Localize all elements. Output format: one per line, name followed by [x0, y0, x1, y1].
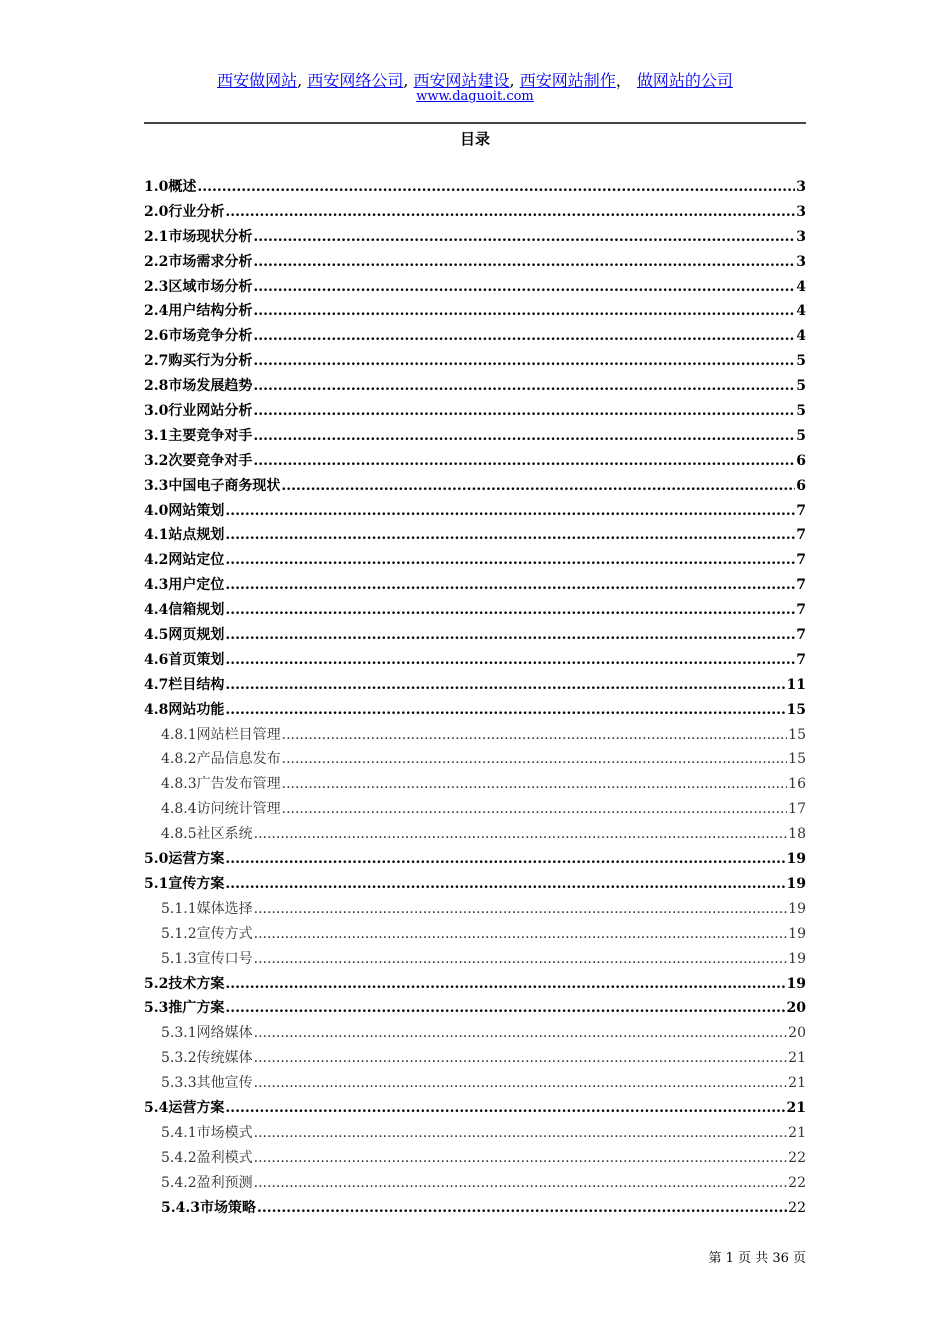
toc-entry-label: 2.0行业分析 [144, 203, 225, 220]
toc-entry-label: 2.6市场竞争分析 [144, 328, 253, 345]
toc-entry-label: 5.4.3市场策略 [161, 1199, 256, 1216]
toc-entry-label: 1.0概述 [144, 179, 197, 195]
toc-entry-label: 5.3.3其他宣传 [161, 1075, 253, 1092]
toc-leader-dots [253, 403, 795, 419]
toc-leader-dots [254, 901, 788, 917]
toc-page-number: 3 [796, 253, 806, 270]
header-link[interactable]: 西安网站建设 [413, 71, 510, 90]
toc-entry-label: 2.4用户结构分析 [144, 303, 253, 320]
toc-entry[interactable] [144, 848, 806, 873]
toc-page-number: 18 [788, 826, 806, 843]
toc-entry[interactable] [144, 923, 806, 948]
toc-entry-label: 5.1.2宣传方式 [161, 925, 253, 942]
toc-page-number: 7 [796, 552, 806, 569]
toc-entry[interactable] [144, 1197, 806, 1222]
toc-entry-label: 2.7购买行为分析 [144, 353, 253, 370]
toc-leader-dots [225, 876, 785, 892]
toc-page-number: 19 [786, 851, 806, 868]
toc-leader-dots [225, 976, 785, 992]
toc-leader-dots [254, 1075, 788, 1091]
toc-entry-label: 4.8.2产品信息发布 [161, 751, 281, 768]
toc-entry-label: 4.4信箱规划 [144, 602, 225, 619]
toc-entry-label: 5.4.2盈利模式 [161, 1149, 253, 1166]
toc-entry-label: 4.2网站定位 [144, 552, 225, 569]
toc-entry-label: 3.2次要竞争对手 [144, 452, 253, 469]
toc-page-number: 19 [788, 900, 806, 917]
toc-page-number: 20 [788, 1025, 806, 1042]
toc-leader-dots [225, 851, 785, 867]
toc-entry[interactable] [144, 450, 806, 475]
toc-page-number: 19 [788, 950, 806, 967]
toc-entry[interactable] [144, 226, 806, 251]
toc-entry[interactable] [144, 475, 806, 500]
separator: ， [615, 71, 632, 90]
toc-leader-dots [253, 378, 795, 394]
toc-entry[interactable] [144, 649, 806, 674]
toc-entry-label: 4.1站点规划 [144, 527, 225, 544]
toc-page-number: 3 [796, 203, 806, 220]
toc-page-number: 22 [788, 1149, 806, 1166]
separator: , [297, 71, 303, 90]
toc-entry[interactable] [144, 748, 806, 773]
toc-page-number: 5 [796, 353, 806, 370]
toc-leader-dots [253, 229, 795, 245]
toc-leader-dots [281, 478, 795, 494]
toc-entry-label: 5.0运营方案 [144, 851, 225, 868]
toc-entry-label: 5.2技术方案 [144, 975, 225, 992]
toc-page-number: 6 [796, 477, 806, 494]
toc-entry[interactable] [144, 1172, 806, 1197]
toc-page-number: 7 [796, 502, 806, 519]
toc-leader-dots [225, 627, 795, 643]
toc-entry-label: 3.0行业网站分析 [144, 403, 253, 420]
toc-entry[interactable] [144, 1147, 806, 1172]
toc-entry[interactable] [144, 1047, 806, 1072]
toc-leader-dots [254, 1125, 788, 1141]
toc-entry[interactable] [144, 350, 806, 375]
toc-page-number: 16 [788, 776, 806, 793]
toc-page-number: 19 [786, 975, 806, 992]
toc-leader-dots [282, 801, 788, 817]
toc-entry[interactable] [144, 251, 806, 276]
toc-entry[interactable] [144, 997, 806, 1022]
toc-entry[interactable] [144, 1022, 806, 1047]
toc-page-number: 3 [796, 179, 806, 195]
toc-page-number: 21 [786, 1099, 806, 1116]
toc-leader-dots [225, 1000, 785, 1016]
header-link[interactable]: 做网站的公司 [636, 71, 733, 90]
toc-leader-dots [225, 503, 795, 519]
toc-leader-dots [225, 1100, 785, 1116]
toc-page-number: 4 [796, 328, 806, 345]
toc-leader-dots [254, 1175, 788, 1191]
toc-leader-dots [253, 453, 795, 469]
toc-leader-dots [254, 951, 788, 967]
toc-entry[interactable] [144, 500, 806, 525]
toc-entry-label: 5.1.3宣传口号 [161, 950, 253, 967]
toc-entry[interactable] [144, 375, 806, 400]
toc-entry[interactable] [144, 724, 806, 749]
toc-entry[interactable] [144, 400, 806, 425]
toc-entry[interactable] [144, 898, 806, 923]
toc-entry[interactable] [144, 1072, 806, 1097]
toc-entry-label: 5.3.2传统媒体 [161, 1050, 253, 1067]
toc-leader-dots [253, 353, 795, 369]
toc-leader-dots [253, 303, 795, 319]
toc-leader-dots [225, 602, 795, 618]
toc-leader-dots [254, 1025, 788, 1041]
toc-entry[interactable] [144, 425, 806, 450]
toc-page-number: 5 [796, 378, 806, 395]
toc-entry-label: 2.3区域市场分析 [144, 278, 253, 295]
toc-page-number: 15 [788, 726, 806, 743]
toc-entry[interactable] [144, 1097, 806, 1122]
toc-page-number: 15 [786, 701, 806, 718]
separator: , [509, 71, 515, 90]
toc-entry[interactable] [144, 524, 806, 549]
toc-page-number: 15 [788, 751, 806, 768]
toc-entry-label: 4.5网页规划 [144, 627, 225, 644]
toc-leader-dots [282, 751, 788, 767]
toc-leader-dots [253, 328, 795, 344]
toc-entry-label: 2.8市场发展趋势 [144, 378, 253, 395]
toc-page-number: 7 [796, 651, 806, 668]
toc-entry[interactable] [144, 674, 806, 699]
toc-entry-label: 5.3推广方案 [144, 1000, 225, 1017]
toc-entry-label: 4.8.4访问统计管理 [161, 801, 281, 818]
toc-entry-label: 3.3中国电子商务现状 [144, 477, 281, 494]
toc-page-number: 7 [796, 577, 806, 594]
toc-page-number: 20 [786, 1000, 806, 1017]
toc-page-number: 21 [788, 1050, 806, 1067]
toc-page-number: 5 [796, 403, 806, 420]
toc-entry[interactable] [144, 276, 806, 301]
toc-leader-dots [254, 1150, 788, 1166]
header-link[interactable]: 西安做网站 [217, 71, 298, 90]
toc-page-number: 22 [788, 1174, 806, 1191]
toc-leader-dots [282, 776, 788, 792]
toc-title: 目录 [459, 130, 490, 148]
toc-entry-label: 4.7栏目结构 [144, 676, 225, 693]
toc-entry-label: 4.8.5社区系统 [161, 826, 253, 843]
toc-entry-label: 4.0网站策划 [144, 502, 225, 519]
toc-entry-label: 4.8.3广告发布管理 [161, 776, 281, 793]
table-of-contents [144, 176, 806, 1221]
toc-entry-label: 4.8.1网站栏目管理 [161, 726, 281, 743]
header-link[interactable]: 西安网站制作 [519, 71, 616, 90]
toc-entry[interactable] [144, 624, 806, 649]
toc-entry-label: 5.1.1媒体选择 [161, 900, 253, 917]
toc-page-number: 21 [788, 1124, 806, 1141]
toc-entry[interactable] [144, 823, 806, 848]
toc-leader-dots [254, 1050, 788, 1066]
toc-entry-label: 5.3.1网络媒体 [161, 1025, 253, 1042]
toc-entry-label: 5.4运营方案 [144, 1099, 225, 1116]
toc-entry-label: 5.1宣传方案 [144, 875, 225, 892]
toc-leader-dots [225, 552, 795, 568]
toc-entry[interactable] [144, 798, 806, 823]
toc-page-number: 17 [788, 801, 806, 818]
toc-page-number: 4 [796, 303, 806, 320]
toc-entry[interactable] [144, 873, 806, 898]
page-footer: 第 1 页 共 36 页 [708, 1251, 806, 1266]
toc-entry-label: 2.1市场现状分析 [144, 228, 253, 245]
toc-leader-dots [225, 204, 795, 220]
toc-leader-dots [282, 727, 788, 743]
toc-entry[interactable] [144, 300, 806, 325]
toc-leader-dots [253, 254, 795, 270]
toc-leader-dots [254, 926, 788, 942]
toc-leader-dots [257, 1200, 787, 1216]
toc-leader-dots [253, 279, 795, 295]
toc-entry[interactable] [144, 599, 806, 624]
toc-leader-dots [225, 577, 795, 593]
toc-entry[interactable] [144, 176, 806, 201]
toc-page-number: 7 [796, 627, 806, 644]
toc-leader-dots [197, 179, 795, 195]
toc-page-number: 19 [786, 875, 806, 892]
toc-entry-label: 3.1主要竞争对手 [144, 427, 253, 444]
toc-entry[interactable] [144, 773, 806, 798]
toc-entry-label: 4.3用户定位 [144, 577, 225, 594]
toc-leader-dots [254, 826, 788, 842]
separator: , [403, 71, 409, 90]
toc-entry-label: 2.2市场需求分析 [144, 253, 253, 270]
toc-entry[interactable] [144, 1122, 806, 1147]
toc-page-number: 21 [788, 1075, 806, 1092]
toc-page-number: 19 [788, 925, 806, 942]
toc-page-number: 11 [786, 676, 806, 693]
toc-leader-dots [225, 702, 785, 718]
toc-entry[interactable] [144, 549, 806, 574]
toc-leader-dots [225, 677, 785, 693]
toc-leader-dots [225, 652, 795, 668]
toc-entry-label: 5.4.2盈利预测 [161, 1174, 253, 1191]
toc-entry[interactable] [144, 574, 806, 599]
website-url-link[interactable]: www.daguoit.com [416, 89, 534, 104]
toc-entry[interactable] [144, 948, 806, 973]
toc-page-number: 5 [796, 427, 806, 444]
toc-page-number: 22 [788, 1199, 806, 1216]
toc-page-number: 6 [796, 452, 806, 469]
toc-page-number: 7 [796, 527, 806, 544]
toc-page-number: 3 [796, 228, 806, 245]
toc-leader-dots [253, 428, 795, 444]
toc-leader-dots [225, 527, 795, 543]
toc-entry-label: 5.4.1市场模式 [161, 1124, 253, 1141]
toc-entry-label: 4.8网站功能 [144, 701, 225, 718]
header-link[interactable]: 西安网络公司 [307, 71, 404, 90]
toc-entry[interactable] [144, 325, 806, 350]
header-divider [144, 122, 806, 124]
toc-entry[interactable] [144, 201, 806, 226]
toc-page-number: 4 [796, 278, 806, 295]
toc-entry-label: 4.6首页策划 [144, 651, 225, 668]
toc-page-number: 7 [796, 602, 806, 619]
header-links [0, 68, 950, 91]
toc-entry[interactable] [144, 699, 806, 724]
toc-entry[interactable] [144, 973, 806, 998]
